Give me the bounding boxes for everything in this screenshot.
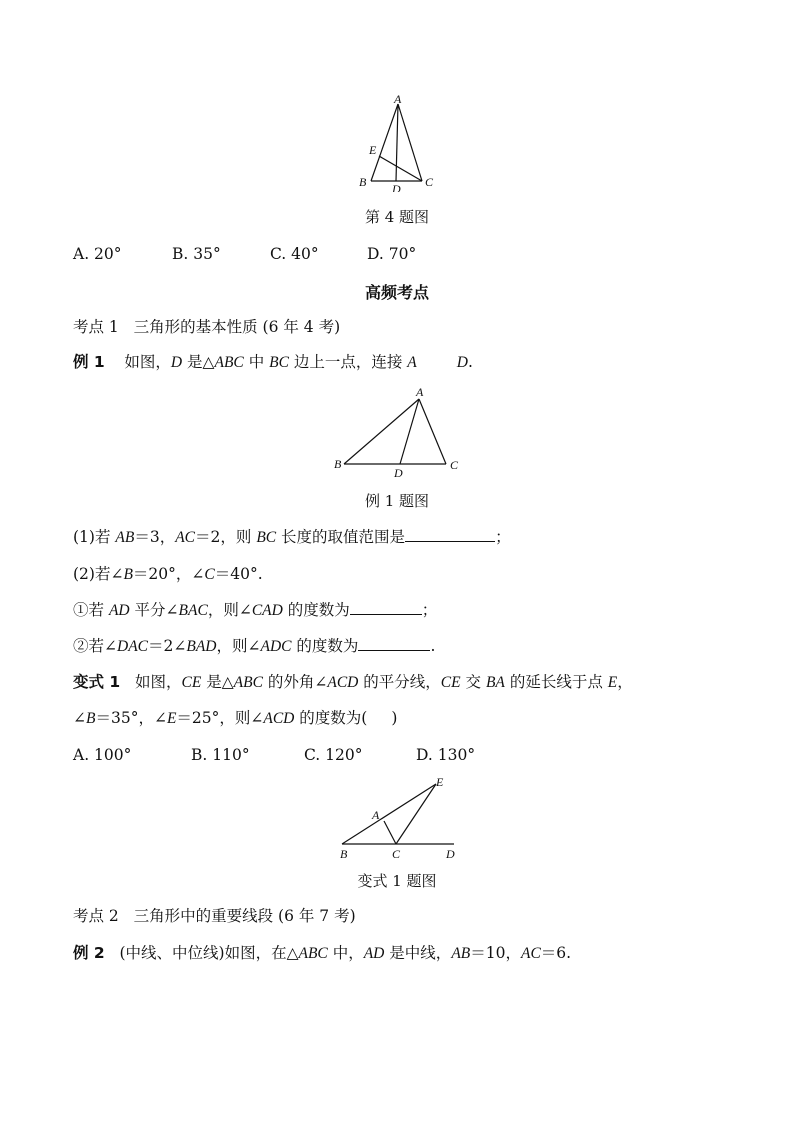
var1-fig-label-e: E [436, 775, 444, 789]
q2-var-b: B [123, 566, 133, 583]
variant-1-text: 的度数为( [294, 709, 368, 727]
example-1-text: 边上一点，连接 [288, 353, 408, 371]
example-1-text: 是△ [182, 353, 215, 371]
key-point-2-title: 三角形中的重要线段 [133, 907, 274, 925]
variant-1-var-abc: ABC [233, 674, 263, 691]
q2-var-c: C [204, 566, 215, 583]
variant-1-text: 交 [460, 673, 486, 691]
variant-1-option-b: B. 110° [191, 746, 250, 764]
key-point-2-heading [73, 905, 356, 927]
q2b-text: 的度数为 [291, 637, 359, 655]
example-2-var-abc: ABC [298, 945, 328, 962]
section-title: 高频考点 [364, 283, 429, 302]
key-point-1-heading [73, 316, 340, 338]
q2b-var-bad: BAD [186, 638, 217, 655]
variant-1-var-ce: CE [440, 674, 461, 691]
variant-1-var-e: E [607, 674, 618, 691]
variant-1-text: ＝25°，则∠ [176, 709, 264, 727]
variant-1-figure [332, 772, 468, 864]
q2b-text: ②若∠ [73, 637, 117, 655]
key-point-1-title: 三角形的基本性质 [133, 318, 258, 336]
ex1-fig-label-a: A [416, 385, 424, 399]
q2a-text: ①若 [73, 601, 109, 619]
variant-1-var-acd: ACD [263, 710, 295, 727]
figure-4-caption: 第 4 题图 [364, 208, 430, 226]
example-2-var-ab: AB [451, 945, 471, 962]
fig4-label-c: C [425, 175, 434, 189]
example-2-text: (中线、中位线)如图，在△ [119, 944, 299, 962]
variant-1-text: 的外角∠ [262, 673, 328, 691]
q2a-text: ； [421, 601, 438, 619]
fig4-label-d: D [392, 182, 401, 192]
example-1-triangle [330, 382, 470, 482]
q2b-text: ＝2∠ [148, 637, 187, 655]
variant-1-var-acd: ACD [327, 674, 359, 691]
q1-text: ＝2，则 [195, 528, 257, 546]
variant-1-text: 如图， [134, 673, 182, 691]
variant-1-label: 变式 1 [73, 673, 121, 691]
q2a-text: ，则∠ [207, 601, 252, 619]
variant-1-text: ) [391, 709, 398, 727]
example-2-label: 例 2 [73, 944, 105, 962]
variant-1-text: ＝35°，∠ [95, 709, 167, 727]
q2a-var-ad: AD [108, 602, 130, 619]
example-2-statement [73, 942, 571, 965]
key-point-1-label: 考点 1 [73, 318, 119, 336]
q2a-text: 的度数为 [282, 601, 350, 619]
q1-text: ； [495, 528, 511, 546]
example-1-figure-caption: 例 1 题图 [364, 492, 430, 510]
q2a-var-cad: CAD [251, 602, 283, 619]
q2b-answer-blank[interactable] [358, 635, 430, 651]
var1-fig-label-d: D [446, 847, 455, 861]
example-1-question-2a [73, 599, 437, 622]
q4-options [73, 243, 416, 265]
fig4-label-a: A [394, 92, 402, 106]
variant-1-var-b: B [86, 710, 96, 727]
variant-1-options [73, 744, 475, 766]
example-1-var-abc: ABC [214, 354, 244, 371]
variant-1-var-e: E [166, 710, 177, 727]
variant-1-statement-line-1 [73, 671, 633, 694]
variant-1-figure-caption: 变式 1 题图 [357, 872, 437, 890]
example-1-label: 例 1 [73, 353, 105, 371]
variant-1-option-c: C. 120° [304, 746, 363, 764]
example-1-text: 如图， [124, 353, 171, 371]
figure-4-triangle [350, 92, 450, 192]
fig4-label-b: B [359, 175, 367, 189]
q1-answer-blank[interactable] [405, 526, 495, 542]
q4-option-c: C. 40° [270, 245, 319, 263]
q1-text: 长度的取值范围是 [276, 528, 406, 546]
example-1-question-1 [73, 526, 511, 549]
q2a-text: 平分∠ [129, 601, 179, 619]
q1-text: (1)若 [73, 528, 116, 546]
example-1-var-a: A [407, 354, 417, 371]
q4-option-b: B. 35° [172, 245, 221, 263]
example-2-var-ad: AD [363, 945, 385, 962]
variant-1-text: ∠ [73, 709, 86, 727]
example-2-text: ＝10， [470, 944, 521, 962]
example-2-var-ac: AC [520, 945, 541, 962]
var1-fig-label-c: C [392, 847, 401, 861]
key-point-1-count: (6 年 4 考) [262, 318, 341, 336]
example-1-var-d2: D [456, 354, 468, 371]
example-1-var-bc: BC [269, 354, 289, 371]
example-1-var-d: D [170, 354, 183, 371]
variant-1-option-a: A. 100° [73, 746, 132, 764]
variant-1-var-ba: BA [485, 674, 505, 691]
q2a-answer-blank[interactable] [350, 599, 422, 615]
var1-fig-label-a: A [372, 808, 380, 822]
q1-var-bc: BC [256, 529, 277, 546]
q2b-text: . [430, 637, 436, 655]
variant-1-text: 的延长线于点 [504, 673, 608, 691]
q2-text: ＝40°. [214, 565, 263, 583]
variant-1-text: ， [617, 673, 633, 691]
ex1-fig-label-d: D [394, 466, 403, 480]
example-1-statement [73, 351, 473, 374]
q2b-text: ，则∠ [216, 637, 261, 655]
example-1-text: . [467, 353, 473, 371]
example-1-question-2 [73, 563, 263, 586]
fig4-label-e: E [369, 143, 377, 157]
variant-1-text: 的平分线， [358, 673, 441, 691]
q2-text: (2)若∠ [73, 565, 124, 583]
example-2-text: ＝6. [540, 944, 572, 962]
example-1-question-2b [73, 635, 435, 658]
q1-text: ＝3， [134, 528, 176, 546]
example-2-text: 中， [327, 944, 364, 962]
q1-var-ac: AC [175, 529, 196, 546]
q4-option-a: A. 20° [73, 245, 122, 263]
variant-1-option-d: D. 130° [416, 746, 476, 764]
ex1-fig-label-c: C [450, 458, 459, 472]
q2-text: ＝20°，∠ [132, 565, 205, 583]
q4-option-d: D. 70° [367, 245, 417, 263]
q2b-var-dac: DAC [117, 638, 148, 655]
example-1-text: 中 [243, 353, 270, 371]
var1-fig-label-b: B [340, 847, 348, 861]
ex1-fig-label-b: B [334, 457, 342, 471]
variant-1-var-ce: CE [181, 674, 202, 691]
variant-1-statement-line-2 [73, 707, 397, 730]
example-2-text: 是中线， [384, 944, 452, 962]
q2b-var-adc: ADC [260, 638, 292, 655]
variant-1-text: 是△ [201, 673, 234, 691]
q2a-var-bac: BAC [178, 602, 208, 619]
key-point-2-count: (6 年 7 考) [278, 907, 356, 925]
q1-var-ab: AB [115, 529, 135, 546]
key-point-2-label: 考点 2 [73, 907, 119, 925]
